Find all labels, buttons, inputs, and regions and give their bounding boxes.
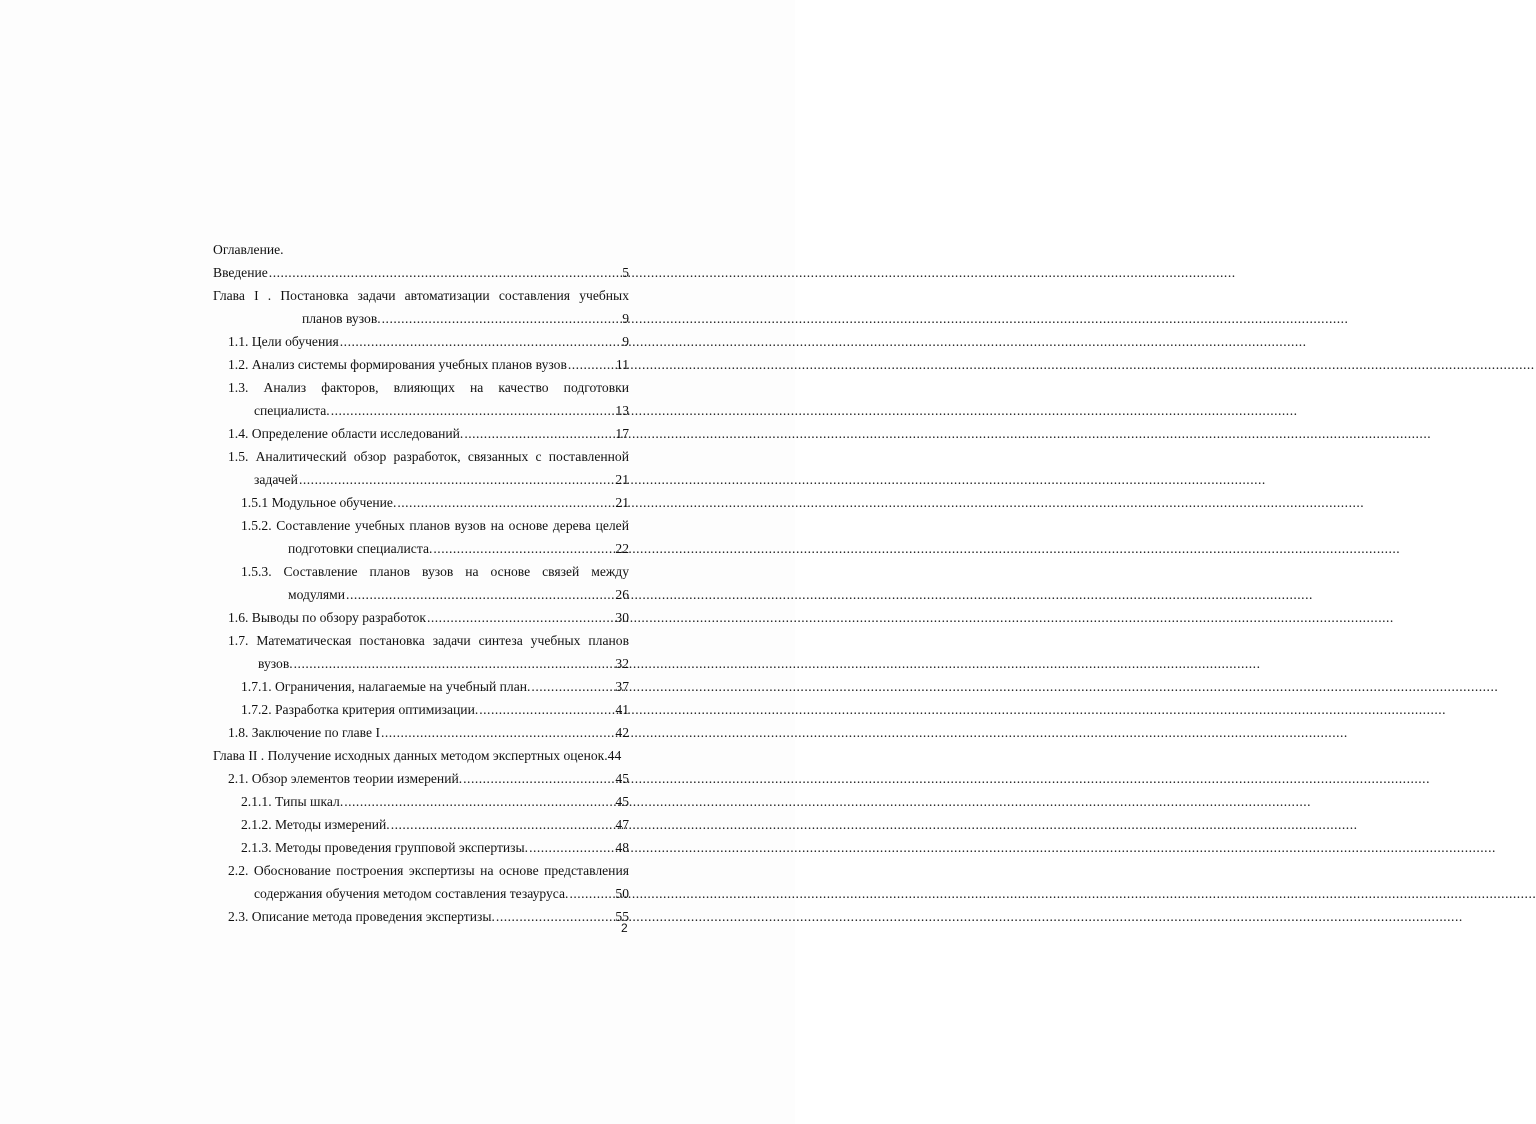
toc-entry-page: 45 [615, 794, 629, 809]
toc-entry-page: 9 [622, 334, 629, 349]
toc-entry-title-line-1: 1.3. Анализ факторов, влияющих на качество подготовки [228, 380, 629, 395]
toc-entry-1-6[interactable] [213, 606, 629, 629]
toc-entry-2-1-1[interactable] [213, 790, 629, 813]
toc-entry-page: 47 [615, 817, 629, 832]
toc-entry-title-line-1: 1.5.2. Составление учебных планов вузов на основе дерева целей [241, 518, 629, 533]
toc-entry-1-5-3[interactable] [213, 560, 629, 606]
toc-entry-page: 50 [615, 886, 629, 901]
toc-entry-page: 30 [615, 610, 629, 625]
toc-entry-1-4[interactable] [213, 422, 629, 445]
page-number: 2 [621, 921, 628, 935]
table-of-contents [213, 238, 629, 928]
toc-entry-title-line-2: вузов. [258, 656, 293, 671]
toc-entry-title: 1.8. Заключение по главе I [228, 725, 380, 740]
toc-entry-2-3[interactable] [213, 905, 629, 928]
toc-entry-title: 1.6. Выводы по обзору разработок [228, 610, 426, 625]
toc-entry-page: 11 [615, 357, 629, 372]
dot-leader [294, 652, 615, 675]
dot-leader [391, 813, 615, 836]
dot-leader [496, 905, 614, 928]
toc-entry-title: 2.1. Обзор элементов теории измерений. [228, 771, 463, 786]
dot-leader [344, 790, 614, 813]
toc-entry-chapter-2[interactable] [213, 744, 629, 767]
dot-leader [568, 353, 615, 376]
dot-leader [299, 468, 614, 491]
toc-entry-1-7-1[interactable] [213, 675, 629, 698]
toc-heading: Оглавление. [213, 242, 284, 257]
toc-entry-1-1[interactable] [213, 330, 629, 353]
toc-entry-introduction[interactable] [213, 261, 629, 284]
dot-leader [569, 882, 614, 905]
toc-entry-title: 1.5.1 Модульное обучение. [241, 495, 397, 510]
toc-entry-page: 55 [615, 909, 629, 924]
toc-entry-2-1[interactable] [213, 767, 629, 790]
toc-entry-title-line-2: подготовки специалиста. [288, 541, 433, 556]
toc-entry-title: Глава II . Получение исходных данных методом экспертных оценок. [213, 748, 608, 763]
dot-leader [479, 698, 614, 721]
toc-entry-title: 1.7.1. Ограничения, налагаемые на учебный план. [241, 679, 531, 694]
toc-entry-2-1-3[interactable] [213, 836, 629, 859]
toc-entry-page: 42 [615, 725, 629, 740]
toc-entry-chapter-1[interactable] [213, 284, 629, 330]
toc-entry-title-line-2: специалиста. [254, 403, 330, 418]
dot-leader [463, 767, 614, 790]
toc-entry-2-1-2[interactable] [213, 813, 629, 836]
dot-leader [382, 307, 622, 330]
toc-entry-page: 21 [615, 472, 629, 487]
toc-entry-page: 13 [615, 403, 629, 418]
toc-entry-title: 1.4. Определение области исследований. [228, 426, 464, 441]
toc-entry-page: 17 [615, 426, 629, 441]
toc-entry-title-line-1: 2.2. Обоснование построения экспертизы на основе представления [228, 863, 629, 878]
toc-entry-page: 21 [615, 495, 629, 510]
dot-leader [269, 261, 621, 284]
toc-entry-title: 1.1. Цели обучения [228, 334, 339, 349]
toc-entry-title-line-1: 1.5. Аналитический обзор разработок, связанных с поставленной [228, 449, 629, 464]
toc-entry-title: 2.1.2. Методы измерений. [241, 817, 390, 832]
toc-entry-title: 2.1.1. Типы шкал. [241, 794, 344, 809]
toc-entry-title: 1.2. Анализ системы формирования учебных планов вузов [228, 357, 567, 372]
dot-leader [381, 721, 614, 744]
toc-entry-page: 48 [615, 840, 629, 855]
dot-leader [529, 836, 614, 859]
toc-entry-1-5[interactable] [213, 445, 629, 491]
toc-entry-title: 1.7.2. Разработка критерия оптимизации. [241, 702, 479, 717]
toc-entry-page: 5 [622, 265, 629, 280]
toc-entry-title-line-2: планов вузов. [302, 311, 381, 326]
dot-leader [427, 606, 614, 629]
toc-entry-1-8[interactable] [213, 721, 629, 744]
toc-entry-title-line-1: 1.5.3. Составление планов вузов на основе связей между [241, 564, 629, 579]
toc-entry-title-line-2: содержания обучения методом составления тезауруса. [254, 886, 569, 901]
dot-leader [346, 583, 614, 606]
toc-entry-title-line-1: 1.7. Математическая постановка задачи синтеза учебных планов [228, 633, 629, 648]
toc-entry-1-5-1[interactable] [213, 491, 629, 514]
dot-leader [433, 537, 614, 560]
toc-entry-1-5-2[interactable] [213, 514, 629, 560]
toc-entry-1-7-2[interactable] [213, 698, 629, 721]
toc-entry-title: 2.1.3. Методы проведения групповой экспертизы. [241, 840, 529, 855]
toc-entry-page: 44 [607, 748, 622, 763]
toc-entry-title-line-2: модулями [288, 587, 346, 602]
toc-entry-page: 45 [615, 771, 629, 786]
toc-entry-1-2[interactable] [213, 353, 629, 376]
dot-leader [331, 399, 615, 422]
toc-entry-2-2[interactable] [213, 859, 629, 905]
toc-entry-page: 22 [615, 541, 629, 556]
toc-entry-title-line-1: Глава I . Постановка задачи автоматизации составления учебных [213, 288, 629, 303]
dot-leader [464, 422, 614, 445]
toc-entry-title: Введение [213, 265, 268, 280]
toc-entry-page: 37 [615, 679, 629, 694]
toc-entry-page: 32 [615, 656, 629, 671]
toc-entry-page: 26 [615, 587, 629, 602]
dot-leader [340, 330, 621, 353]
toc-entry-title-line-2: задачей [254, 472, 298, 487]
toc-entry-title: 2.3. Описание метода проведения экспертизы. [228, 909, 495, 924]
toc-entry-1-7[interactable] [213, 629, 629, 675]
dot-leader [531, 675, 614, 698]
dot-leader [397, 491, 614, 514]
toc-entry-page: 9 [622, 311, 629, 326]
toc-entry-page: 41 [615, 702, 629, 717]
toc-entry-1-3[interactable] [213, 376, 629, 422]
